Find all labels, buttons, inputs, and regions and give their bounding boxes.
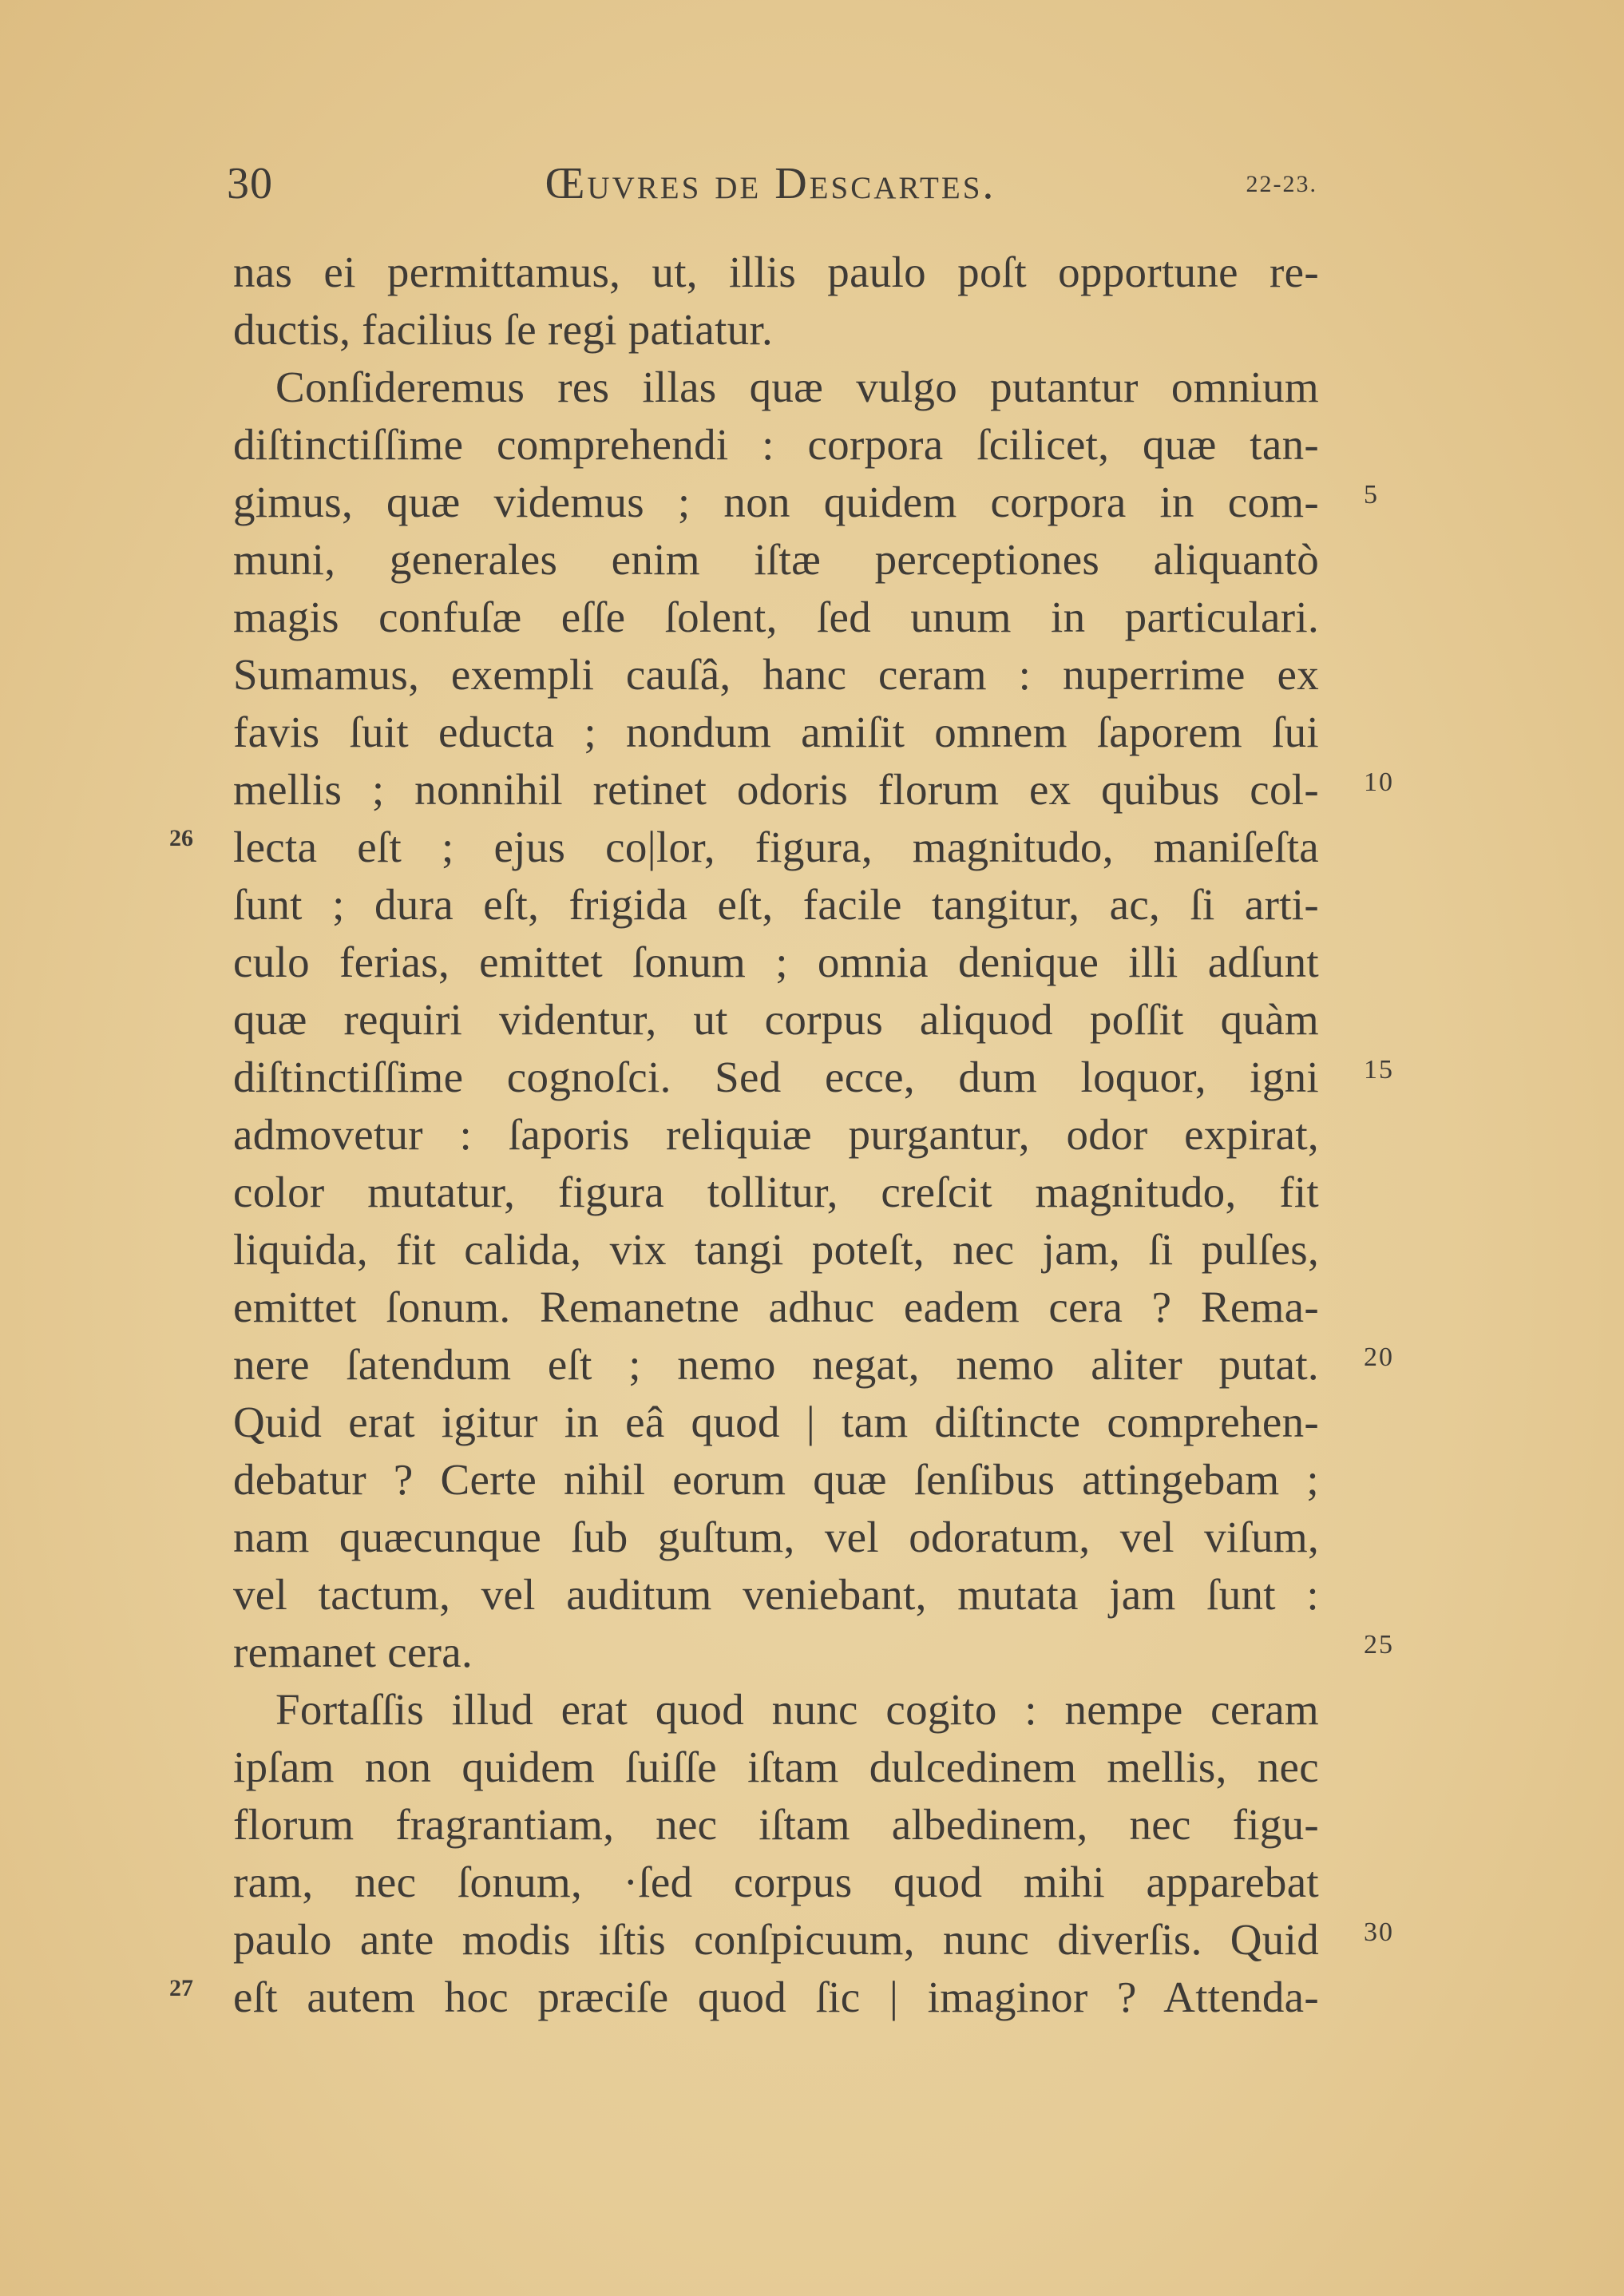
line-number: 30 (1364, 1917, 1394, 1947)
running-header (224, 158, 1317, 214)
text-line: vel tactum, vel auditum veniebant, mutata jam ſunt : (233, 1570, 1319, 1619)
text-line: Quid erat igitur in eâ quod | tam diſtincte comprehen- (233, 1398, 1319, 1446)
text-line: ductis, facilius ſe regi patiatur. (233, 305, 774, 354)
text-line: gimus, quæ videmus ; non quidem corpora in com- (233, 478, 1319, 526)
text-line: ipſam non quidem ſuiſſe iſtam dulcedinem mellis, nec (233, 1743, 1319, 1791)
text-line: liquida, fit calida, vix tangi poteſt, nec jam, ſi pulſes, (233, 1225, 1319, 1274)
text-line: color mutatur, figura tollitur, creſcit magnitudo, fit (233, 1168, 1319, 1216)
text-line: paulo ante modis iſtis conſpicuum, nunc diverſis. Quid (233, 1915, 1319, 1964)
text-line: Conſideremus res illas quæ vulgo putantur omnium (275, 363, 1319, 411)
line-number: 5 (1364, 480, 1379, 510)
text-line: Sumamus, exempli cauſâ, hanc ceram : nuperrime ex (233, 650, 1319, 699)
text-line: magis confuſæ eſſe ſolent, ſed unum in particulari. (233, 593, 1319, 641)
running-title: Œuvres de Descartes. (545, 159, 996, 208)
line-number: 20 (1364, 1342, 1394, 1372)
page-range: 22-23. (1246, 171, 1317, 197)
text-line: nas ei permittamus, ut, illis paulo poſt opportune re- (233, 248, 1319, 296)
text-line: nam quæcunque ſub guſtum, vel odoratum, vel viſum, (233, 1513, 1319, 1561)
text-line: debatur ? Certe nihil eorum quæ ſenſibus attingebam ; (233, 1455, 1319, 1504)
text-line: quæ requiri videntur, ut corpus aliquod poſſit quàm (233, 995, 1319, 1044)
margin-page-reference: 27 (169, 1975, 193, 2001)
text-line: remanet cera. (233, 1628, 473, 1676)
text-line: admovetur : ſaporis reliquiæ purgantur, odor expirat, (233, 1110, 1319, 1159)
line-number: 10 (1364, 767, 1394, 797)
text-line: eſt autem hoc præciſe quod ſic | imaginor ? Attenda- (233, 1973, 1319, 2021)
margin-page-reference: 26 (169, 825, 193, 851)
text-line: ram, nec ſonum, ·ſed corpus quod mihi apparebat (233, 1858, 1319, 1906)
text-line: culo ferias, emittet ſonum ; omnia denique illi adſunt (233, 938, 1319, 986)
text-line: Fortaſſis illud erat quod nunc cogito : nempe ceram (275, 1685, 1319, 1734)
text-line: ſunt ; dura eſt, frigida eſt, facile tangitur, ac, ſi arti- (233, 880, 1319, 929)
text-line: diſtinctiſſime cognoſci. Sed ecce, dum loquor, igni (233, 1053, 1319, 1101)
text-line: nere ſatendum eſt ; nemo negat, nemo aliter putat. (233, 1340, 1319, 1389)
text-line: favis ſuit educta ; nondum amiſit omnem ſaporem ſui (233, 708, 1319, 756)
text-line: emittet ſonum. Remanetne adhuc eadem cera ? Rema- (233, 1283, 1319, 1331)
line-number: 15 (1364, 1055, 1394, 1085)
text-line: lecta eſt ; ejus co|lor, figura, magnitudo, maniſeſta (233, 823, 1319, 871)
page-number: 30 (227, 159, 273, 208)
text-line: mellis ; nonnihil retinet odoris florum ex quibus col- (233, 765, 1319, 814)
text-line: muni, generales enim iſtæ perceptiones aliquantò (233, 535, 1319, 584)
text-line: diſtinctiſſime comprehendi : corpora ſcilicet, quæ tan- (233, 420, 1319, 469)
text-line: florum fragrantiam, nec iſtam albedinem, nec figu- (233, 1800, 1319, 1849)
line-number: 25 (1364, 1630, 1394, 1660)
